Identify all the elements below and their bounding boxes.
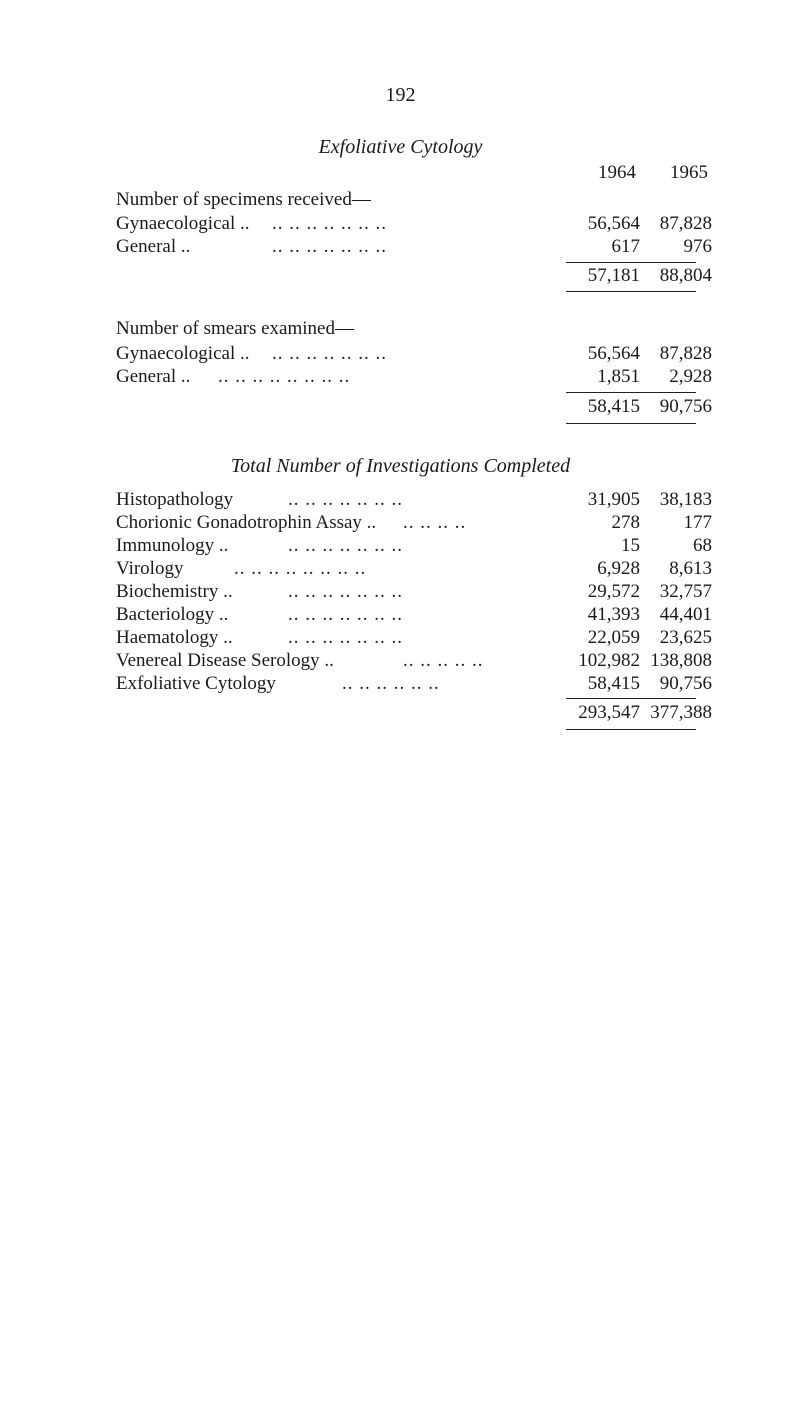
leader-dots: .. .. .. .. .. .. .. [288,535,403,556]
row-label: Biochemistry .. [116,581,233,602]
table-row [116,581,712,605]
value-1964: 31,905 [587,489,640,510]
total-1964: 293,547 [578,702,640,723]
total-row [116,396,712,420]
value-1964: 102,982 [578,650,640,671]
row-label: Gynaecological .. [116,343,250,364]
subtotal-rule [566,698,696,699]
value-1965: 177 [683,512,712,533]
value-1964: 617 [611,236,640,257]
leader-dots: .. .. .. .. .. .. .. .. [234,558,367,579]
row-label: Venereal Disease Serology .. [116,650,334,671]
value-1965: 32,757 [659,581,712,602]
table-row [116,343,712,367]
section-title-total-investigations: Total Number of Investigations Completed [230,455,571,477]
smears-heading: Number of smears examined— [116,318,354,339]
leader-dots: .. .. .. .. .. .. .. [272,213,387,234]
table-row [116,213,712,237]
value-1964: 41,393 [587,604,640,625]
table-row [116,535,712,559]
total-1964: 57,181 [587,265,640,286]
value-1964: 56,564 [587,213,640,234]
total-1965: 90,756 [659,396,712,417]
total-rule [566,291,696,292]
leader-dots: .. .. .. .. .. .. .. [272,343,387,364]
value-1964: 29,572 [587,581,640,602]
table-row [116,489,712,513]
value-1965: 976 [683,236,712,257]
value-1965: 44,401 [659,604,712,625]
total-rule [566,423,696,424]
page-number: 192 [385,84,416,106]
table-row [116,512,712,536]
leader-dots: .. .. .. .. [403,512,467,533]
value-1965: 87,828 [659,213,712,234]
year-header-1964: 1964 [598,162,636,183]
table-row [116,627,712,651]
row-label: Exfoliative Cytology [116,673,276,694]
total-1965: 377,388 [650,702,712,723]
value-1965: 87,828 [659,343,712,364]
table-row [116,604,712,628]
total-row [116,702,712,726]
table-row [116,673,712,697]
row-label: Immunology .. [116,535,229,556]
row-label: General .. [116,366,191,387]
value-1965: 23,625 [659,627,712,648]
leader-dots: .. .. .. .. .. .. .. [288,627,403,648]
leader-dots: .. .. .. .. .. .. .. [288,604,403,625]
total-row [116,265,712,289]
leader-dots: .. .. .. .. .. .. .. [288,581,403,602]
value-1964: 1,851 [597,366,640,387]
value-1965: 38,183 [659,489,712,510]
value-1965: 8,613 [669,558,712,579]
value-1965: 90,756 [659,673,712,694]
value-1964: 278 [611,512,640,533]
value-1964: 58,415 [587,673,640,694]
row-label: Virology [116,558,184,579]
leader-dots: .. .. .. .. .. .. .. [272,236,387,257]
table-row [116,366,712,390]
value-1964: 22,059 [587,627,640,648]
row-label: General .. [116,236,191,257]
row-label: Gynaecological .. [116,213,250,234]
row-label: Histopathology [116,489,234,510]
value-1964: 6,928 [597,558,640,579]
section-title-exfoliative-cytology: Exfoliative Cytology [318,136,483,158]
leader-dots: .. .. .. .. .. .. .. [288,489,403,510]
total-1965: 88,804 [659,265,712,286]
subtotal-rule [566,262,696,263]
specimens-heading: Number of specimens received— [116,189,371,210]
row-label: Chorionic Gonadotrophin Assay .. [116,512,377,533]
value-1964: 56,564 [587,343,640,364]
value-1965: 68 [693,535,712,556]
table-row [116,236,712,260]
value-1965: 2,928 [669,366,712,387]
total-rule [566,729,696,730]
value-1964: 15 [621,535,640,556]
value-1965: 138,808 [650,650,712,671]
table-row [116,650,712,674]
leader-dots: .. .. .. .. .. .. [342,673,440,694]
table-row [116,558,712,582]
row-label: Haematology .. [116,627,233,648]
row-label: Bacteriology .. [116,604,229,625]
leader-dots: .. .. .. .. .. .. .. .. [218,366,351,387]
total-1964: 58,415 [587,396,640,417]
subtotal-rule [566,392,696,393]
leader-dots: .. .. .. .. .. [403,650,484,671]
year-header-1965: 1965 [670,162,708,183]
